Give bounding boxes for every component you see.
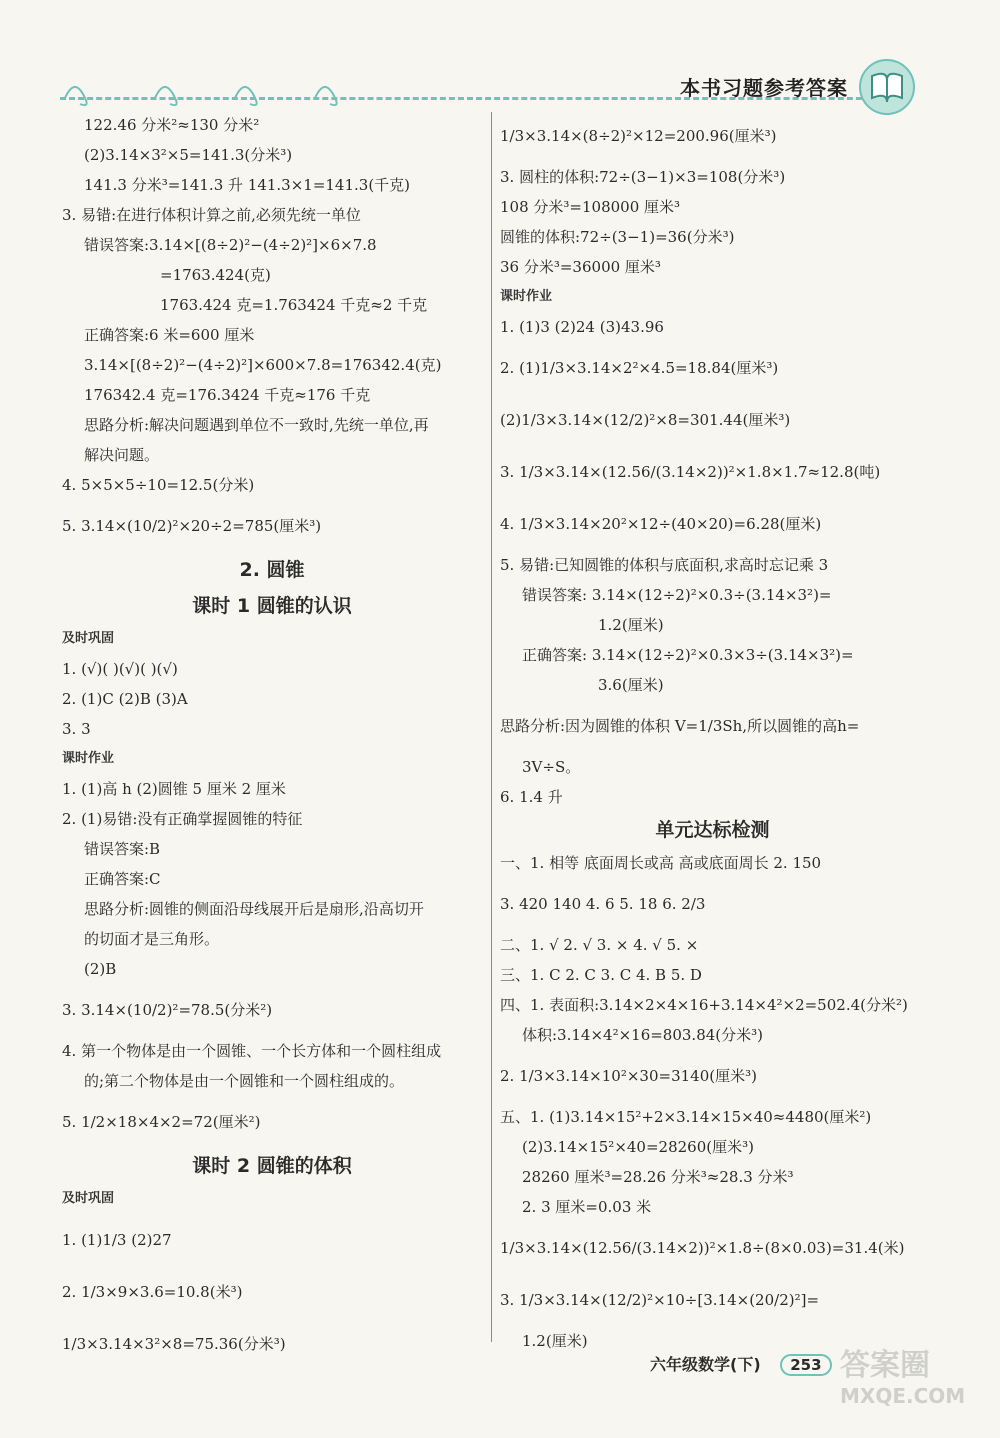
answer-line: 2. (1)C (2)B (3)A xyxy=(62,690,188,708)
right-column xyxy=(500,110,925,1356)
answer-line: 3V÷S。 xyxy=(522,758,581,776)
answer-line: 正确答案:C xyxy=(84,870,161,888)
answer-line: 28260 厘米³=28.26 分米³≈28.3 分米³ xyxy=(522,1168,794,1186)
answer-line: 思路分析:解决问题遇到单位不一致时,先统一单位,再 xyxy=(84,416,429,434)
answer-line: 体积:3.14×4²×16=803.84(分米³) xyxy=(522,1026,764,1044)
answer-line: 1. (1)高 h (2)圆锥 5 厘米 2 厘米 xyxy=(62,780,286,798)
subsection-label: 及时巩固 xyxy=(62,631,115,646)
answer-line: 1/3×3.14×(8÷2)²×12=200.96(厘米³) xyxy=(500,127,777,145)
answer-line: 1.2(厘米) xyxy=(598,616,664,634)
answer-line: (2)1/3×3.14×(12/2)²×8=301.44(厘米³) xyxy=(500,411,791,429)
answer-line: 的;第二个物体是由一个圆锥和一个圆柱组成的。 xyxy=(84,1072,405,1090)
answer-line: 解决问题。 xyxy=(84,446,160,464)
answer-line: 正确答案:6 米=600 厘米 xyxy=(84,326,255,344)
page-header xyxy=(0,0,1000,110)
answer-line: 4. 1/3×3.14×20²×12÷(40×20)=6.28(厘米) xyxy=(500,515,822,533)
answer-line: 3. 1/3×3.14×(12.56/(3.14×2))²×1.8×1.7≈12.8(吨) xyxy=(500,463,881,481)
answer-line: 2. 1/3×3.14×10²×30=3140(厘米³) xyxy=(500,1067,757,1085)
answer-line: 122.46 分米²≈130 分米² xyxy=(84,116,260,134)
answer-line: 2. (1)易错:没有正确掌握圆锥的特征 xyxy=(62,810,303,828)
answer-line: 正确答案: 3.14×(12÷2)²×0.3×3÷(3.14×3²)= xyxy=(522,646,854,664)
page-footer xyxy=(650,1352,832,1376)
answer-line: 圆锥的体积:72÷(3−1)=36(分米³) xyxy=(500,228,735,246)
answer-line: 1/3×3.14×3²×8=75.36(分米³) xyxy=(62,1335,286,1353)
watermark-line1: 答案圈 xyxy=(840,1348,930,1383)
answer-line: 36 分米³=36000 厘米³ xyxy=(500,258,661,276)
subsection-label: 课时作业 xyxy=(62,751,115,766)
answer-line: 1763.424 克=1.763424 千克≈2 千克 xyxy=(160,296,428,314)
watermark xyxy=(840,1340,990,1430)
answer-line: 5. 3.14×(10/2)²×20÷2=785(厘米³) xyxy=(62,517,322,535)
book-logo-icon xyxy=(858,58,916,116)
answer-line: 108 分米³=108000 厘米³ xyxy=(500,198,681,216)
column-divider xyxy=(491,112,492,1342)
answer-line: 1. (1)3 (2)24 (3)43.96 xyxy=(500,318,664,336)
answer-line: 3. 420 140 4. 6 5. 18 6. 2/3 xyxy=(500,895,706,913)
answer-line: 二、1. √ 2. √ 3. × 4. √ 5. × xyxy=(500,936,699,954)
subsection-label: 课时作业 xyxy=(500,289,553,304)
section-heading: 2. 圆锥 xyxy=(239,559,305,581)
left-column xyxy=(62,110,482,1370)
answer-line: 1.2(厘米) xyxy=(522,1332,588,1350)
answer-line: (2)3.14×15²×40=28260(厘米³) xyxy=(522,1138,754,1156)
answer-line: 错误答案:3.14×[(8÷2)²−(4÷2)²]×6×7.8 xyxy=(84,236,377,254)
answer-line: 1. (1)1/3 (2)27 xyxy=(62,1231,172,1249)
header-title: 本书习题参考答案 xyxy=(680,76,848,100)
answer-line: 思路分析:因为圆锥的体积 V=1/3Sh,所以圆锥的高h= xyxy=(500,717,860,735)
answer-line: 思路分析:圆锥的侧面沿母线展开后是扇形,沿高切开 xyxy=(84,900,424,918)
answer-line: 4. 第一个物体是由一个圆锥、一个长方体和一个圆柱组成 xyxy=(62,1042,442,1060)
answer-line: 6. 1.4 升 xyxy=(500,788,563,806)
answer-line: 2. (1)1/3×3.14×2²×4.5=18.84(厘米³) xyxy=(500,359,779,377)
answer-line: =1763.424(克) xyxy=(160,266,271,284)
section-heading: 课时 1 圆锥的认识 xyxy=(192,595,352,617)
answer-line: 2. 1/3×9×3.6=10.8(米³) xyxy=(62,1283,243,1301)
answer-line: 3. 1/3×3.14×(12/2)²×10÷[3.14×(20/2)²]= xyxy=(500,1291,820,1309)
answer-line: 四、1. 表面积:3.14×2×4×16+3.14×4²×2=502.4(分米²) xyxy=(500,996,908,1014)
answer-line: 五、1. (1)3.14×15²+2×3.14×15×40≈4480(厘米²) xyxy=(500,1108,872,1126)
page-number: 253 xyxy=(780,1354,831,1376)
answer-line: 错误答案:B xyxy=(84,840,161,858)
answer-line: 1. (√)( )(√)( )(√) xyxy=(62,660,178,678)
answer-line: 141.3 分米³=141.3 升 141.3×1=141.3(千克) xyxy=(84,176,411,194)
answer-line: (2)3.14×3²×5=141.3(分米³) xyxy=(84,146,293,164)
answer-line: 三、1. C 2. C 3. C 4. B 5. D xyxy=(500,966,702,984)
answer-line: 176342.4 克=176.3424 千克≈176 千克 xyxy=(84,386,371,404)
answer-line: 3. 圆柱的体积:72÷(3−1)×3=108(分米³) xyxy=(500,168,786,186)
answer-line: 3. 易错:在进行体积计算之前,必须先统一单位 xyxy=(62,206,361,224)
decorative-loops-icon xyxy=(60,70,420,110)
subsection-label: 及时巩固 xyxy=(62,1191,115,1206)
footer-subject: 六年级数学(下) xyxy=(650,1355,761,1374)
answer-line: 5. 易错:已知圆锥的体积与底面积,求高时忘记乘 3 xyxy=(500,556,829,574)
answer-line: 5. 1/2×18×4×2=72(厘米²) xyxy=(62,1113,261,1131)
section-heading: 单元达标检测 xyxy=(655,819,770,841)
answer-line: (2)B xyxy=(84,960,117,978)
answer-line: 2. 3 厘米=0.03 米 xyxy=(522,1198,652,1216)
answer-line: 错误答案: 3.14×(12÷2)²×0.3÷(3.14×3²)= xyxy=(522,586,832,604)
answer-line: 4. 5×5×5÷10=12.5(分米) xyxy=(62,476,255,494)
answer-line: 一、1. 相等 底面周长或高 高或底面周长 2. 150 xyxy=(500,854,822,872)
answer-line: 的切面才是三角形。 xyxy=(84,930,220,948)
section-heading: 课时 2 圆锥的体积 xyxy=(192,1155,352,1177)
answer-line: 3.6(厘米) xyxy=(598,676,664,694)
answer-line: 3. 3.14×(10/2)²=78.5(分米²) xyxy=(62,1001,273,1019)
answer-line: 3. 3 xyxy=(62,720,91,738)
watermark-line2: MXQE.COM xyxy=(840,1384,966,1408)
answer-line: 3.14×[(8÷2)²−(4÷2)²]×600×7.8=176342.4(克) xyxy=(84,356,442,374)
answer-line: 1/3×3.14×(12.56/(3.14×2))²×1.8÷(8×0.03)=31.4(米) xyxy=(500,1239,905,1257)
